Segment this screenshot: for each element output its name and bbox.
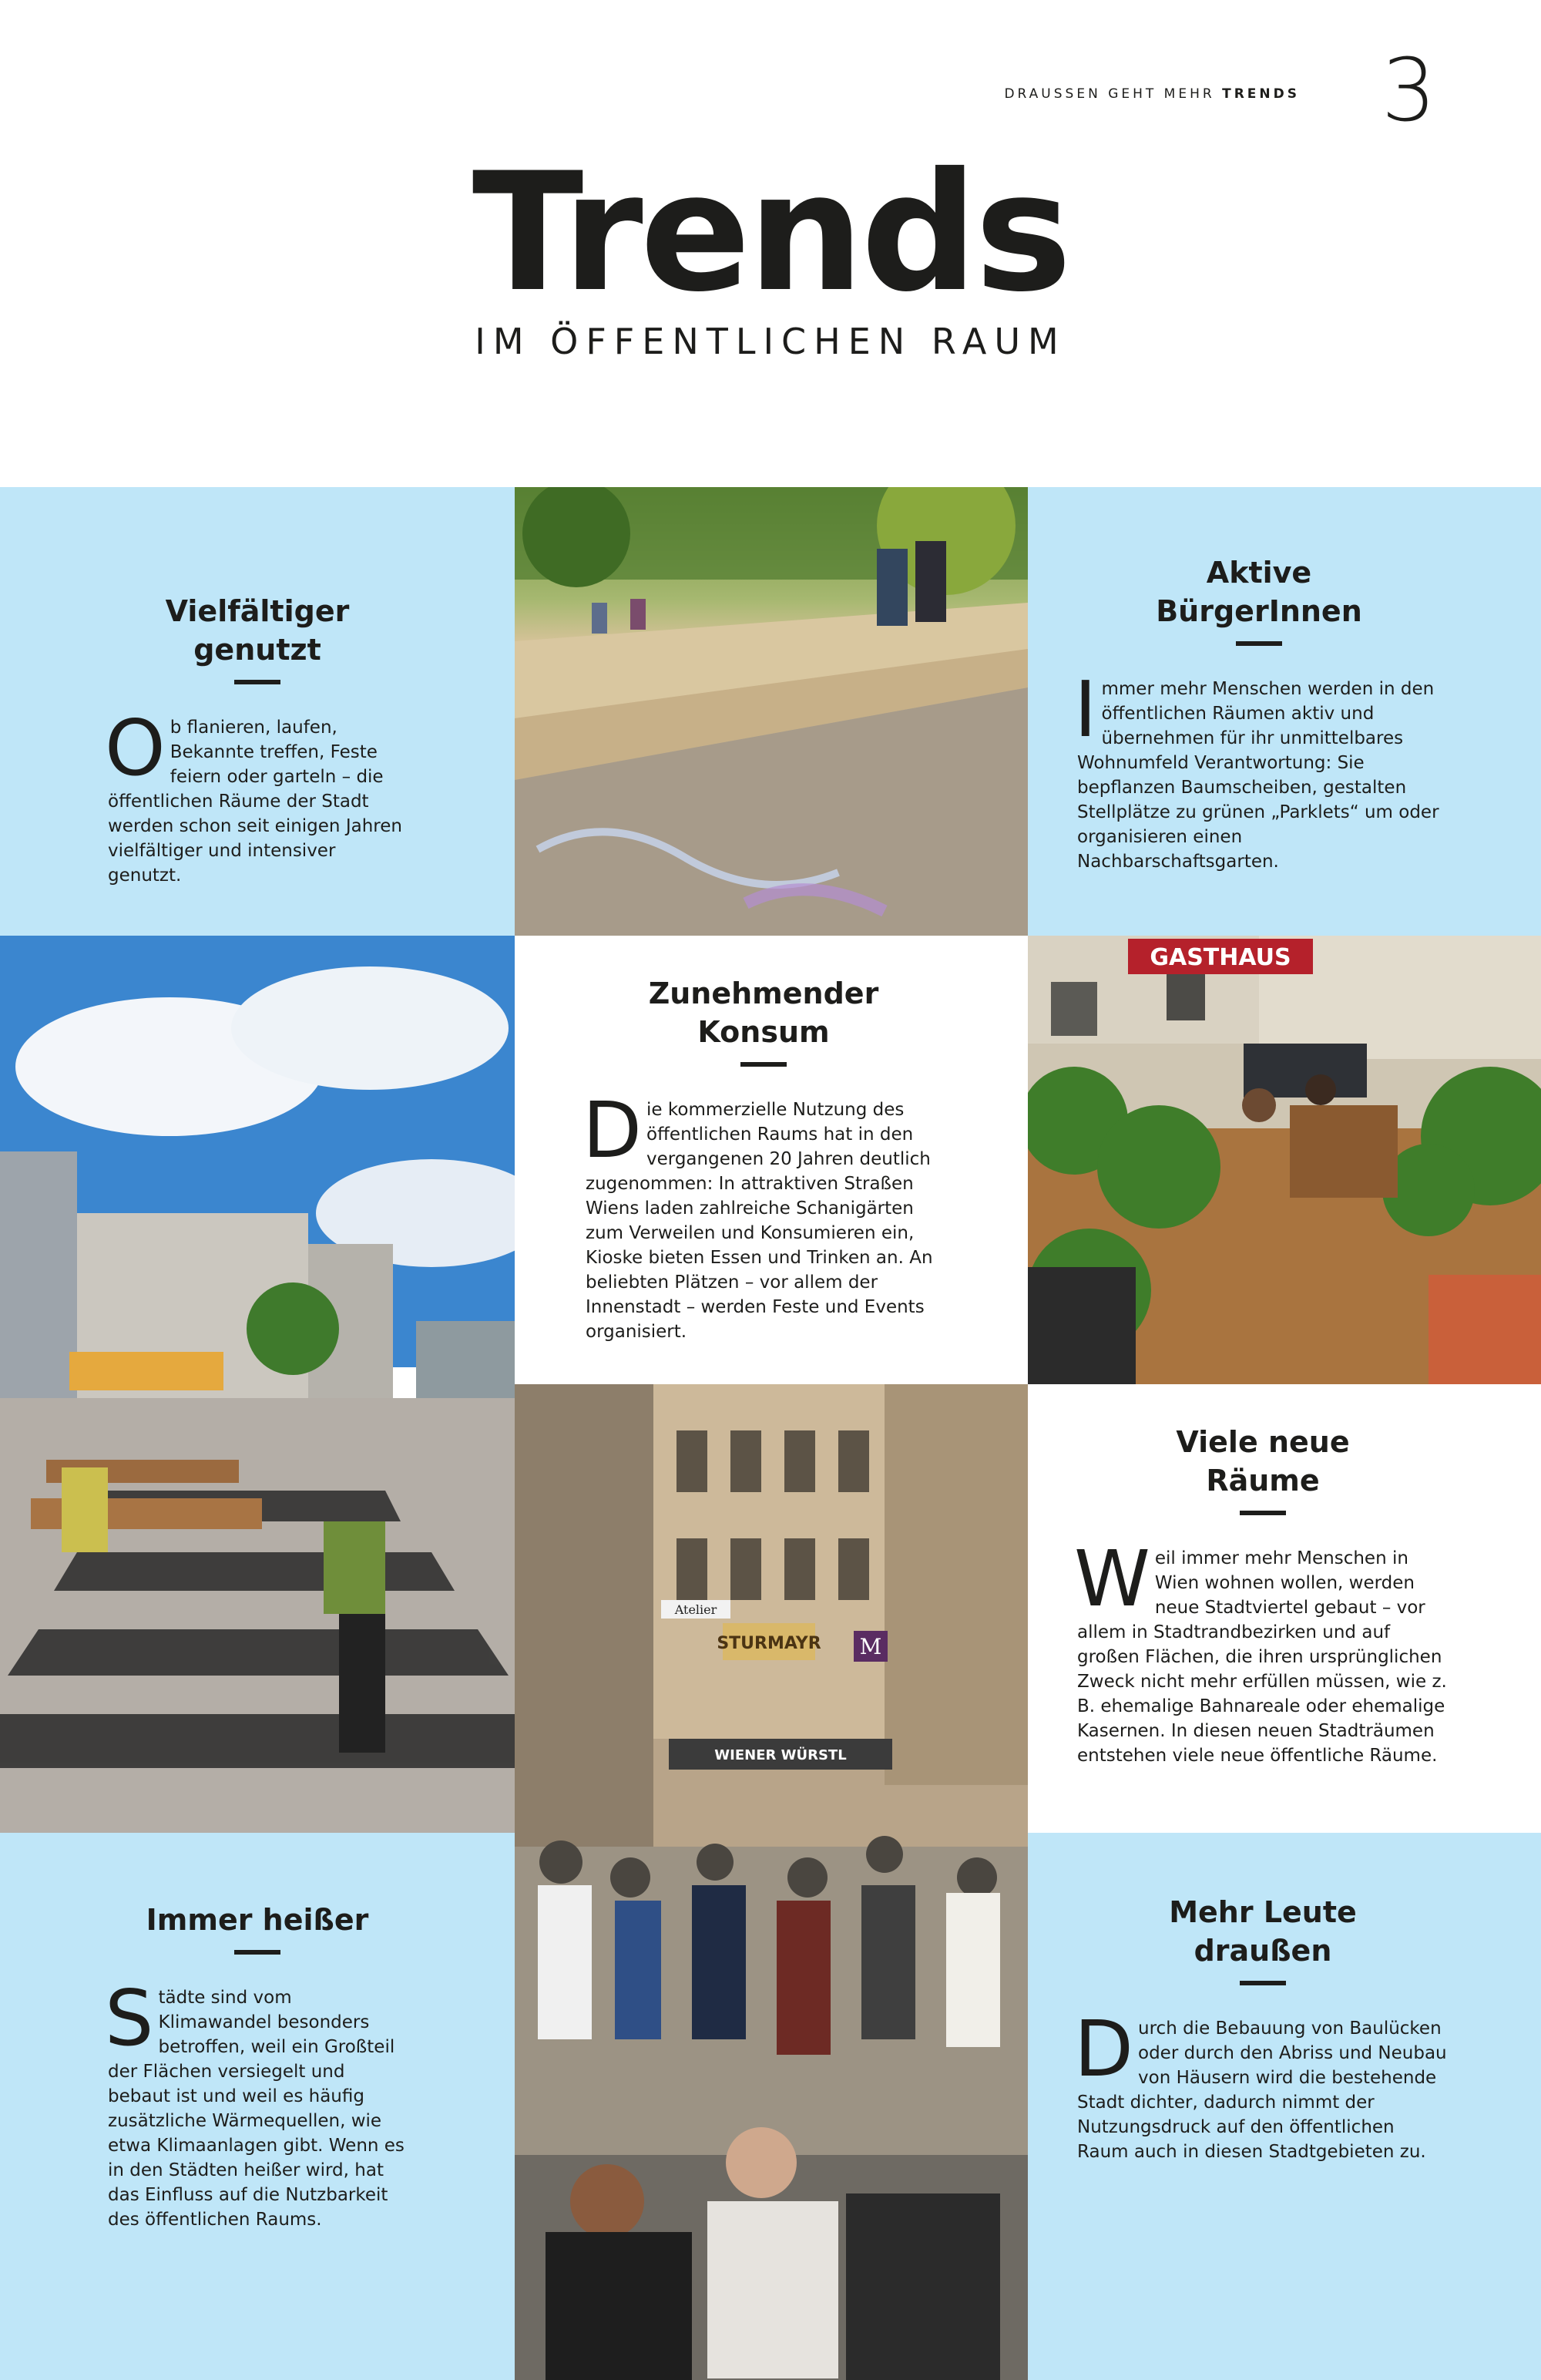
photo-parklet-garden (1028, 936, 1541, 1384)
running-head-prefix: DRAUSSEN GEHT MEHR (1004, 86, 1215, 102)
article-body (105, 1973, 407, 2232)
page-number: 3 (1381, 41, 1436, 141)
running-head-section: TRENDS (1222, 86, 1300, 102)
article-body (1074, 1534, 1449, 1768)
article-text: tädte sind vom Klimawandel besonders betroffen, weil ein Großteil der Flächen versiegelt und bebaut ist und weil es häufig zusätzliche Wärmequellen, wie etwa Klimaanlagen gibt. Wenn es in den Städten heißer wird, hat das Einfluss auf die Nutzbarkeit des öffentlichen Raums. (108, 1988, 405, 2230)
article-text: urch die Bebauung von Baulücken oder durch den Abriss und Neubau von Häusern wird die bestehende Stadt dichter, dadurch nimmt der Nutzungsdruck auf den öffentlichen Raum auch in diesen Stadtgebieten zu. (1077, 2019, 1447, 2162)
m-sign: M (859, 1634, 882, 1659)
article-heisser (0, 1833, 515, 2380)
heading-rule (740, 1062, 787, 1067)
page-subtitle: IM ÖFFENTLICHEN RAUM (475, 321, 1066, 362)
article-body (1074, 2004, 1449, 2164)
article-text: eil immer mehr Menschen in Wien wohnen wollen, werden neue Stadtviertel gebaut – vor allem in Stadtrandbezirken und auf großen Flächen, die ihren ursprünglichen Zweck nicht mehr erfüllen müssen, wie z. B. ehemalige Bahnareale oder ehemalige Kasernen. In diesen neuen Stadträumen entstehen viele neue öffentliche Räume. (1077, 1548, 1447, 1766)
article-body (1074, 664, 1441, 874)
dropcap: W (1074, 1534, 1150, 1624)
wiener-wuerstl-sign: WIENER WÜRSTL (714, 1747, 847, 1763)
article-text: ie kommerzielle Nutzung des öffentlichen Raums hat in den vergangenen 20 Jahren deutlich zugenommen: In attraktiven Straßen Wiens laden zahlreiche Schanigärten zum Verweilen und Konsumieren ein, Kioske bieten Essen und Trinken an. An beliebten Plätzen – vor allem der Innenstadt – werden Feste und Events organisiert. (586, 1100, 933, 1342)
heading-rule (234, 680, 280, 684)
article-body (105, 703, 407, 888)
article-body (582, 1085, 942, 1344)
article-heading: Vielfältiger genutzt (165, 594, 350, 667)
article-aktive (1028, 487, 1541, 936)
sturmayr-sign: STURMAYR (717, 1634, 821, 1653)
article-raeume (1028, 1384, 1541, 1833)
article-text: mmer mehr Menschen werden in den öffentlichen Räumen aktiv und übernehmen für ihr unmittelbares Wohnumfeld Verantwortung: Sie bepflanzen Baumscheiben, gestalten Stellplätze zu grünen „Parklets“ um oder organisieren einen Nachbarschaftsgarten. (1077, 679, 1439, 872)
running-head (1004, 86, 1300, 102)
dropcap: I (1074, 664, 1097, 755)
atelier-sign: Atelier (674, 1602, 717, 1617)
article-heading: Zunehmender Konsum (648, 977, 879, 1049)
article-heading: Mehr Leute draußen (1169, 1895, 1357, 1968)
article-vielfaeltiger (0, 487, 515, 936)
photo-pedestrian-street (515, 1384, 1028, 2380)
photo-fountain-square (0, 936, 515, 1833)
article-konsum (515, 936, 1028, 1384)
heading-rule (1240, 1981, 1286, 1985)
page-title: Trends (472, 137, 1069, 328)
dropcap: D (1074, 2004, 1134, 2094)
gasthaus-sign: GASTHAUS (1150, 944, 1291, 971)
heading-rule (1236, 641, 1282, 646)
dropcap: D (582, 1085, 643, 1175)
article-draussen (1028, 1833, 1541, 2380)
article-heading: Viele neue Räume (1176, 1425, 1350, 1498)
article-heading: Immer heißer (146, 1903, 369, 1937)
heading-rule (1240, 1511, 1286, 1515)
heading-rule (234, 1950, 280, 1955)
article-text: b flanieren, laufen, Bekannte treffen, Feste feiern oder garteln – die öffentlichen Räume der Stadt werden schon seit einigen Jahren vielfältiger und intensiver genutzt. (108, 718, 402, 886)
dropcap: S (105, 1973, 154, 2063)
dropcap: O (105, 703, 166, 793)
photo-steps-people (515, 487, 1028, 936)
article-heading: Aktive BürgerInnen (1156, 556, 1362, 628)
